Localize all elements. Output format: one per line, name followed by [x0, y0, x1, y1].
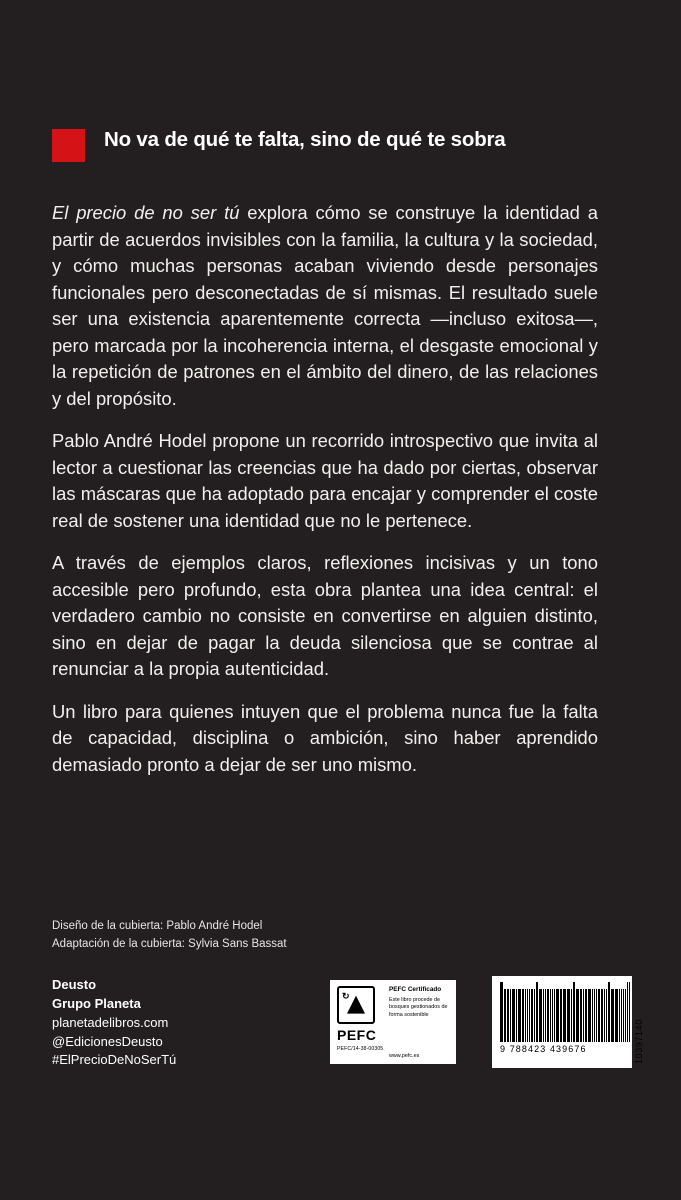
- blurb-paragraph: A través de ejemplos claros, reflexiones incisivas y un tono accesible pero profundo, esta obra plantea una idea central: el verdadero cambio no consiste en convertirse en alguien distinto, sino en dejar de pagar la deuda silenciosa que se contrae al renunciar a la propia autenticidad.: [52, 552, 598, 679]
- barcode-main: [500, 982, 631, 1064]
- publisher-imprint: Deusto: [52, 977, 97, 992]
- pefc-certification-logo: [330, 980, 456, 1064]
- pefc-url: www.pefc.es: [389, 1053, 420, 1059]
- publisher-group: Grupo Planeta: [52, 995, 141, 1011]
- page-title: No va de qué te falta, sino de qué te sobra: [104, 128, 506, 151]
- pefc-arrow-icon: ↻: [342, 991, 350, 1001]
- barcode-side-code: 10397140: [634, 1019, 644, 1064]
- headline-row: [52, 128, 629, 162]
- book-title-italic: El precio de no ser tú: [52, 202, 240, 223]
- publisher-website[interactable]: planetadelibros.com: [52, 1014, 169, 1030]
- blurb-paragraph: Un libro para quienes intuyen que el problema nunca fue la falta de capacidad, disciplina o ambición, sino haber aprendido demasiado pronto a dejar de ser uno mismo.: [52, 700, 598, 775]
- pefc-title: PEFC Certificado: [389, 986, 442, 993]
- credit-design: Diseño de la cubierta: Pablo André Hodel: [52, 920, 263, 932]
- blurb-paragraph: Pablo André Hodel propone un recorrido introspectivo que invita al lector a cuestionar las creencias que ha dado por ciertas, observar las máscaras que ha adoptado para encajar y comprender el coste real de sostener una identidad que no le pertenece.: [52, 430, 598, 531]
- blurb-body: [52, 200, 598, 778]
- pefc-logo-left: [337, 986, 385, 1059]
- pefc-tree-icon: [337, 986, 375, 1024]
- isbn-digits: 9 788423 439676: [500, 1044, 587, 1054]
- cover-credits: [52, 918, 472, 954]
- pefc-text: Este libro procede de bosques gestionados de forma sostenible: [389, 997, 448, 1018]
- publisher-hashtag[interactable]: #ElPrecioDeNoSerTú: [52, 1052, 177, 1068]
- pefc-logo-right: [385, 986, 451, 1059]
- publisher-social[interactable]: @EdicionesDeusto: [52, 1033, 163, 1049]
- pefc-tree-shape: [347, 996, 365, 1014]
- barcode-bars: [500, 982, 631, 1042]
- publisher-block: [52, 976, 176, 1070]
- red-square-accent: [52, 129, 85, 162]
- blurb-paragraph: [52, 200, 598, 412]
- pefc-code: PEFC/14-38-00305: [337, 1046, 384, 1052]
- pefc-wordmark: PEFC: [337, 1027, 377, 1043]
- blurb-paragraph-text: explora cómo se construye la identidad a partir de acuerdos invisibles con la familia, la cultura y la sociedad, y cómo muchas personas acaban viviendo desde personajes funcionales pero desconectadas de sí mismas. El resultado suele ser una existencia aparentemente correcta —incluso exitosa—, pero marcada por la incoherencia interna, el desgaste emocional y la repetición de patrones en el ámbito del dinero, de las relaciones y del propósito.: [52, 202, 598, 409]
- credit-adaptation: Adaptación de la cubierta: Sylvia Sans Bassat: [52, 937, 287, 950]
- isbn-barcode: [492, 976, 644, 1068]
